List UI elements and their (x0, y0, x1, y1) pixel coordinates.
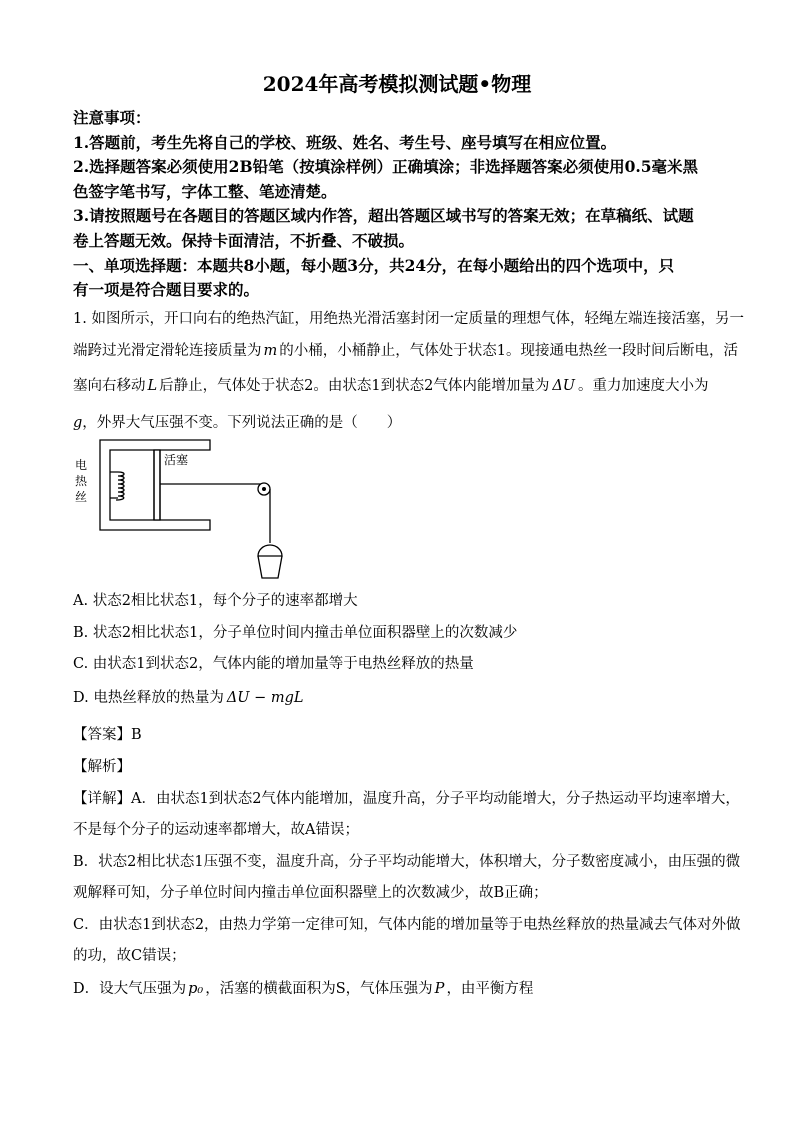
q1-line-2-text-b: 的小桶，小桶静止，气体处于状态1。现接通电热丝一段时间后断电，活 (279, 343, 738, 359)
detail-b-line-1: B．状态2相比状态1压强不变，温度升高，分子平均动能增大，体积增大，分子数密度减小，由压强的微 (73, 854, 741, 870)
analysis-heading: 【解析】 (73, 759, 131, 775)
bucket-top (258, 545, 282, 556)
heater-coil-icon (116, 472, 124, 500)
answer-label: 【答案】B (73, 727, 142, 743)
detail-a-line-1: 【详解】A．由状态1到状态2气体内能增加，温度升高，分子平均动能增大，分子热运动平均速率增大， (73, 791, 740, 807)
notice-item-1: 1.答题前，考生先将自己的学校、班级、姓名、考生号、座号填写在相应位置。 (73, 133, 617, 152)
page-title: 2024年高考模拟测试题•物理 (262, 72, 532, 96)
var-p: P (434, 981, 445, 997)
var-p0: p₀ (188, 981, 204, 997)
detail-d-text-c: ，由平衡方程 (446, 981, 534, 997)
option-b: B. 状态2相比状态1，分子单位时间内撞击单位面积器壁上的次数减少 (73, 625, 518, 641)
detail-a-line-2: 不是每个分子的运动速率都增大，故A错误； (73, 822, 359, 838)
question-1-line-4 (73, 411, 401, 432)
q1-line-3-text-a: 塞向右移动 (73, 378, 146, 394)
detail-d-line (73, 977, 533, 998)
cylinder-piston-pulley-figure (70, 436, 300, 582)
detail-d-text-a: D．设大气压强为 (73, 981, 187, 997)
section-heading-line-2: 有一项是符合题目要求的。 (73, 280, 260, 299)
q1-line-4-text: ，外界大气压强不变。下列说法正确的是（ ） (82, 415, 402, 431)
question-1-line-1: 1. 如图所示，开口向右的绝热汽缸，用绝热光滑活塞封闭一定质量的理想气体，轻绳左端连接活塞，另一 (73, 311, 744, 327)
q1-line-3-text-c: 。重力加速度大小为 (578, 378, 709, 394)
notice-heading: 注意事项： (73, 108, 151, 127)
notice-item-2-line-2: 色签字笔书写，字体工整、笔迹清楚。 (73, 182, 337, 201)
label-heater-2: 热 (75, 474, 88, 488)
piston (154, 450, 160, 520)
detail-d-text-b: ，活塞的横截面积为S，气体压强为 (205, 981, 433, 997)
q1-line-3-text-b: 后静止，气体处于状态2。由状态1到状态2气体内能增加量为 (159, 378, 550, 394)
label-heater-1: 电 (75, 458, 88, 472)
notice-item-2-line-1: 2.选择题答案必须使用2B铅笔（按填涂样例）正确填涂；非选择题答案必须使用0.5毫米黑 (73, 157, 699, 176)
q1-line-2-text-a: 端跨过光滑定滑轮连接质量为 (73, 343, 262, 359)
bucket-icon (258, 556, 282, 578)
detail-c-line-2: 的功，故C错误； (73, 948, 186, 964)
label-heater-3: 丝 (75, 490, 88, 504)
var-delta-u: ΔU (552, 378, 576, 394)
notice-item-3-line-1: 3.请按照题号在各题目的答题区域内作答，超出答题区域书写的答案无效；在草稿纸、试题 (73, 206, 694, 225)
question-1-line-3 (73, 374, 709, 395)
section-heading-line-1: 一、单项选择题：本题共8小题，每小题3分，共24分，在每小题给出的四个选项中，只 (73, 256, 675, 275)
detail-b-line-2: 观解释可知，分子单位时间内撞击单位面积器壁上的次数减少，故B正确； (73, 885, 548, 901)
detail-c-line-1: C．由状态1到状态2，由热力学第一定律可知，气体内能的增加量等于电热丝释放的热量减去气体对外做 (73, 917, 741, 933)
option-d-expression: ΔU − mgL (226, 690, 304, 706)
heater-leads (110, 472, 118, 498)
question-1-line-2 (73, 339, 738, 360)
var-g: g (73, 415, 83, 431)
label-piston: 活塞 (164, 453, 189, 467)
option-d (73, 686, 304, 707)
option-d-text: D. 电热丝释放的热量为 (73, 690, 224, 706)
option-c: C. 由状态1到状态2，气体内能的增加量等于电热丝释放的热量 (73, 656, 474, 672)
var-m: m (263, 343, 278, 359)
var-L: L (147, 378, 158, 394)
option-a: A. 状态2相比状态1，每个分子的速率都增大 (73, 593, 358, 609)
notice-item-3-line-2: 卷上答题无效。保持卡面清洁，不折叠、不破损。 (73, 231, 415, 250)
